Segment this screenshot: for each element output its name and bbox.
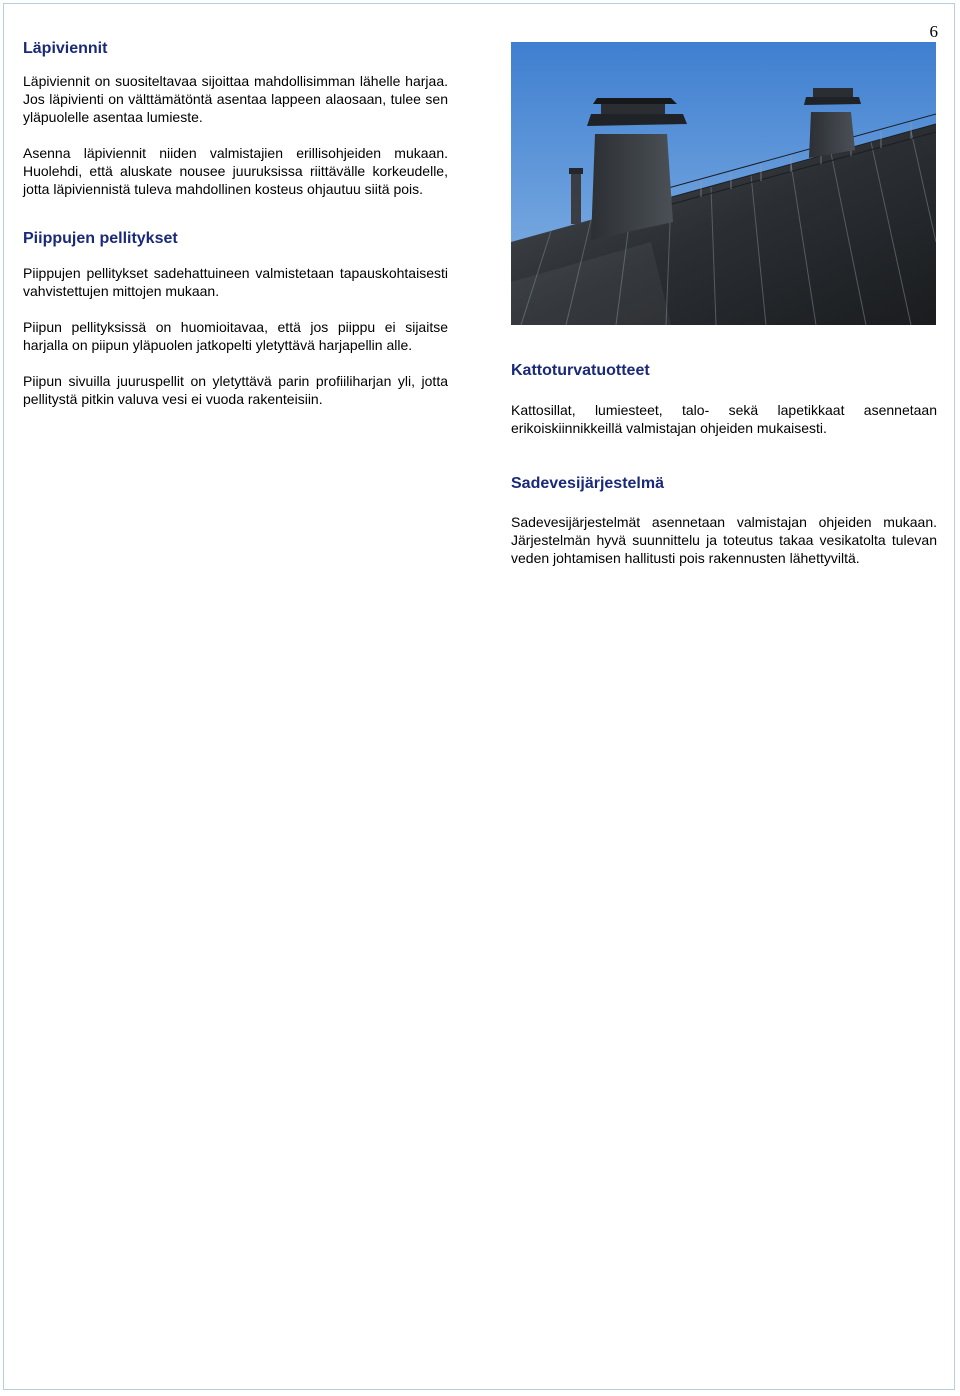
piippujen-paragraph-2: Piipun pellityksissä on huomioitavaa, että jos piippu ei sijaitse harjalla on piipun yläpuolen jatkopelti yletyttävä harjapellin alle. — [23, 319, 448, 353]
heading-piippujen: Piippujen pellitykset — [23, 230, 178, 247]
sadevesi-paragraph: Sadevesijärjestelmät asennetaan valmistajan ohjeiden mukaan. Järjestelmän hyvä suunnittelu ja toteutus takaa vesikatolta tulevan veden johtamisen hallitusti pois rakennusten lähettyviltä. — [511, 514, 937, 566]
lapiviennit-paragraph-2: Asenna läpiviennit niiden valmistajien erillisohjeiden mukaan. Huolehdi, että aluskate nousee juuruksissa riittävälle korkeudelle, jotta läpiviennistä tuleva mahdollinen kosteus ohjautuu siitä pois. — [23, 145, 448, 197]
lapiviennit-paragraph-1: Läpiviennit on suositeltavaa sijoittaa mahdollisimman lähelle harjaa. Jos läpivienti on välttämätöntä asentaa lappeen alaosaan, tulee sen yläpuolelle asentaa lumieste. — [23, 73, 448, 125]
right-column — [511, 362, 937, 567]
heading-sadevesijarjestelma: Sadevesijärjestelmä — [511, 475, 664, 492]
page-number: 6 — [929, 22, 938, 41]
heading-kattoturvatuotteet: Kattoturvatuotteet — [511, 362, 650, 379]
kattoturva-paragraph: Kattosillat, lumiesteet, talo- sekä lapetikkaat asennetaan erikoiskiinnikkeillä valmistajan ohjeiden mukaisesti. — [511, 402, 937, 436]
left-column — [23, 40, 448, 408]
roof-chimney-photo — [511, 42, 936, 325]
piippujen-paragraph-3: Piipun sivuilla juuruspellit on yletyttävä parin profiiliharjan yli, jotta pellitystä pitkin valuva vesi ei vuoda rakenteisiin. — [23, 373, 448, 407]
piippujen-paragraph-1: Piippujen pellitykset sadehattuineen valmistetaan tapauskohtaisesti vahvistettujen mittojen mukaan. — [23, 265, 448, 299]
roof-photo-illustration — [511, 42, 936, 325]
heading-lapiviennit: Läpiviennit — [23, 40, 108, 57]
